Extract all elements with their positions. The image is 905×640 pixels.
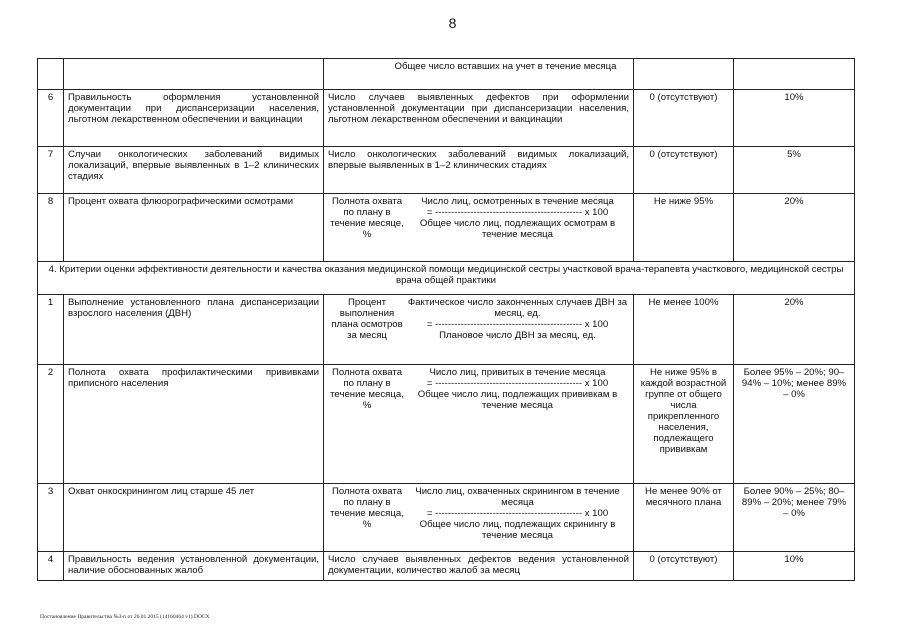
formula-label: Полнота охвата по плану в течение месяца, % [330,367,404,411]
table-row [38,194,855,262]
formula-denominator: Общее число лиц, подлежащих прививкам в течение месяца [417,389,618,411]
table-row [38,484,855,552]
formula-denominator: Общее число вставших на учет в течение месяца [324,59,634,90]
weight-cell: 20% [734,194,855,262]
document-footer: Постановление Правительства №3-п от 26.01.2015 (14160464 v1).DOCX [40,614,210,620]
formula-denominator: Общее число лиц, подлежащих скринингу в течение месяца [419,519,616,541]
weight-cell: 20% [734,295,855,365]
formula-numerator: Фактическое число законченных случаев ДВН за месяц, ед. [407,297,628,319]
indicator-cell: Число случаев выявленных дефектов при оформлении установленной документации при диспансеризации населения, льготном лекарственном обеспечении и вакцинации [324,90,634,147]
target-cell: Не ниже 95% [634,194,734,262]
target-cell: Не ниже 95% в каждой возрастной группе от общего числа прикрепленного населения, подлежащего прививкам [634,365,734,484]
table-row [38,147,855,194]
formula-fraction-line: = ---------------------------------------------- х 100 [426,319,609,330]
indicator-cell: Число случаев выявленных дефектов ведения установленной документации, количество жалоб за месяц [324,552,634,581]
formula-numerator: Число лиц, охваченных скринингом в течение месяца [415,486,620,508]
section-header-row [38,262,855,295]
target-cell: 0 (отсутствуют) [634,147,734,194]
indicator-cell: Число онкологических заболеваний видимых локализаций, впервые выявленных в 1–2 клинических стадиях [324,147,634,194]
row-number: 3 [38,484,64,552]
formula-fraction-line: = ---------------------------------------------- х 100 [426,378,609,389]
formula-numerator: Число лиц, осмотренных в течение месяца [421,196,614,207]
row-number: 8 [38,194,64,262]
weight-cell: Более 95% – 20%; 90–94% – 10%; менее 89% – 0% [734,365,855,484]
formula-cell [324,484,634,552]
weight-cell: 10% [734,90,855,147]
weight-cell: 10% [734,552,855,581]
target-cell: Не менее 100% [634,295,734,365]
table-row-continuation [38,59,855,90]
criterion-cell: Полнота охвата профилактическими прививками приписного населения [64,365,324,484]
target-cell: 0 (отсутствуют) [634,90,734,147]
table-row [38,295,855,365]
formula-fraction-line: = ---------------------------------------------- х 100 [426,207,609,218]
section-heading: 4. Критерии оценки эффективности деятельности и качества оказания медицинской помощи медицинской сестры участковой врача-терапевта участкового, медицинской сестры врача общей практики [38,262,855,295]
row-number: 7 [38,147,64,194]
criteria-table [37,58,855,581]
target-cell: Не менее 90% от месячного плана [634,484,734,552]
formula-numerator: Число лиц, привитых в течение месяца [429,367,606,378]
formula-denominator: Общее число лиц, подлежащих осмотрам в течение месяца [419,218,616,240]
formula-cell [324,295,634,365]
criterion-cell: Процент охвата флюорографическими осмотрами [64,194,324,262]
row-number: 1 [38,295,64,365]
table-row [38,90,855,147]
target-cell: 0 (отсутствуют) [634,552,734,581]
criterion-cell: Случаи онкологических заболеваний видимых локализаций, впервые выявленных в 1–2 клинических стадиях [64,147,324,194]
criterion-cell: Выполнение установленного плана диспансеризации взрослого населения (ДВН) [64,295,324,365]
formula-cell [324,194,634,262]
criterion-cell: Правильность ведения установленной документации, наличие обоснованных жалоб [64,552,324,581]
formula-label: Полнота охвата по плану в течение месяца, % [330,486,404,530]
formula-cell [324,365,634,484]
criterion-cell: Охват онкоскринингом лиц старше 45 лет [64,484,324,552]
row-number: 2 [38,365,64,484]
page-number: 8 [448,15,457,31]
formula-denominator: Плановое число ДВН за месяц, ед. [439,330,596,341]
criterion-cell: Правильность оформления установленной документации при диспансеризации населения, льготном лекарственном обеспечении и вакцинации [64,90,324,147]
weight-cell: 5% [734,147,855,194]
row-number: 4 [38,552,64,581]
table-row [38,552,855,581]
table-row [38,365,855,484]
formula-fraction-line: = ---------------------------------------------- х 100 [426,508,609,519]
weight-cell: Более 90% – 25%; 80–89% – 20%; менее 79% – 0% [734,484,855,552]
row-number: 6 [38,90,64,147]
formula-label: Процент выполнения плана осмотров за месяц [331,297,403,341]
formula-label: Полнота охвата по плану в течение месяце, % [330,196,404,240]
